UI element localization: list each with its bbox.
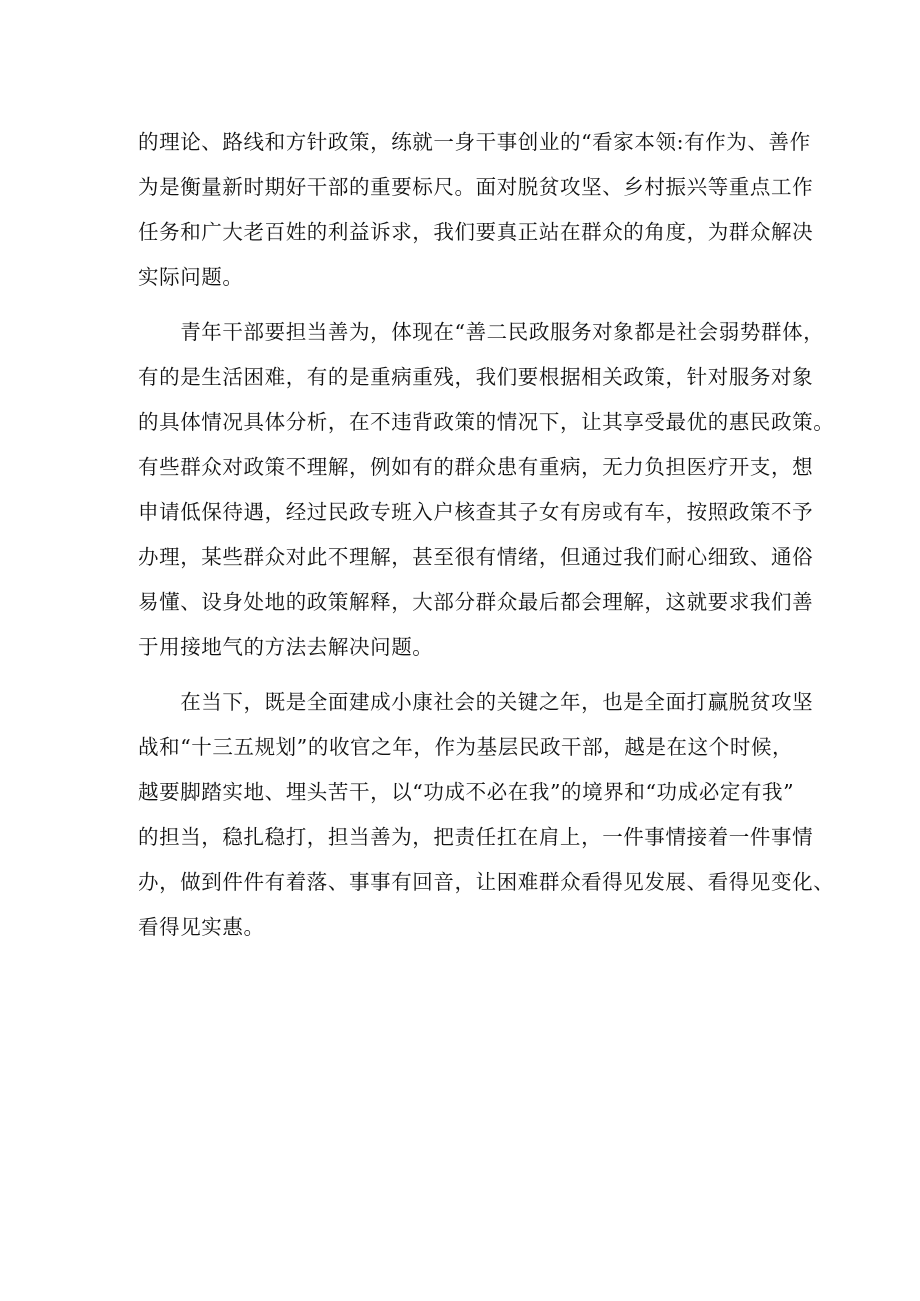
text-line: 办，做到件件有着落、事事有回音，让困难群众看得见发展、看得见变化、 bbox=[138, 870, 835, 894]
document-body bbox=[138, 120, 835, 950]
text-line: 在当下，既是全面建成小康社会的关键之年，也是全面打赢脱贫攻坚 bbox=[138, 690, 814, 714]
text-line: 的具体情况具体分析，在不违背政策的情况下，让其享受最优的惠民政策。 bbox=[138, 410, 835, 434]
text-line: 实际问题。 bbox=[138, 265, 244, 289]
paragraph-2 bbox=[138, 310, 835, 670]
text-line: 易懂、设身处地的政策解释，大部分群众最后都会理解，这就要求我们善 bbox=[138, 590, 814, 614]
paragraph-3 bbox=[138, 680, 835, 950]
text-line: 办理，某些群众对此不理解，甚至很有情绪，但通过我们耐心细致、通俗 bbox=[138, 545, 814, 569]
text-line: 越要脚踏实地、埋头苦干，以“功成不必在我”的境界和“功成必定有我” bbox=[138, 780, 795, 804]
text-line: 有的是生活困难，有的是重病重残，我们要根据相关政策，针对服务对象 bbox=[138, 365, 814, 389]
paragraph-1 bbox=[138, 120, 814, 300]
text-line: 看得见实惠。 bbox=[138, 915, 265, 939]
paragraph-spacer bbox=[138, 300, 798, 310]
text-line: 的理论、路线和方针政策，练就一身干事创业的“看家本领:有作为、善作 bbox=[138, 130, 811, 154]
text-line: 申请低保待遇，经过民政专班入户核查其子女有房或有车，按照政策不予 bbox=[138, 500, 814, 524]
text-line: 于用接地气的方法去解决问题。 bbox=[138, 635, 434, 659]
text-line: 青年干部要担当善为，体现在“善二民政服务对象都是社会弱势群体， bbox=[138, 320, 825, 344]
text-line: 有些群众对政策不理解，例如有的群众患有重病，无力负担医疗开支，想 bbox=[138, 455, 814, 479]
text-line: 战和“十三五规划”的收官之年，作为基层民政干部，越是在这个时候， bbox=[138, 735, 794, 759]
text-line: 任务和广大老百姓的利益诉求，我们要真正站在群众的角度，为群众解决 bbox=[138, 220, 814, 244]
text-line: 为是衡量新时期好干部的重要标尺。面对脱贫攻坚、乡村振兴等重点工作 bbox=[138, 175, 814, 199]
paragraph-spacer bbox=[138, 670, 798, 680]
text-line: 的担当，稳扎稳打，担当善为，把责任扛在肩上，一件事情接着一件事情 bbox=[138, 825, 814, 849]
